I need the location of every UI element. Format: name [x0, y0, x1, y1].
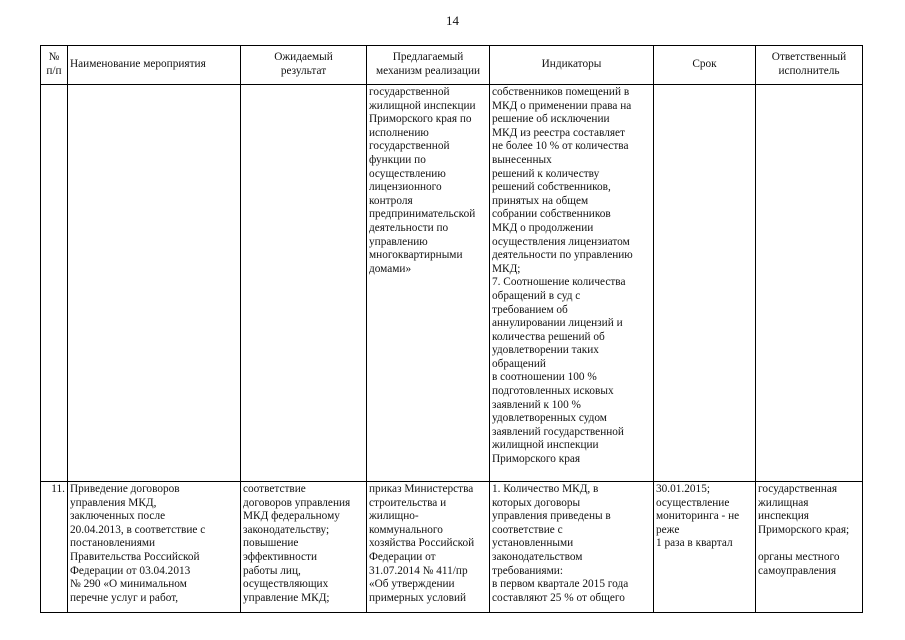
- cell-term: 30.01.2015; осуществление мониторинга - не реже 1 раза в квартал: [654, 482, 756, 613]
- header-responsible: Ответственный исполнитель: [756, 46, 863, 85]
- header-result: Ожидаемый результат: [241, 46, 367, 85]
- cell-num: 11.: [41, 482, 68, 613]
- cell-name: [68, 85, 241, 482]
- cell-mechanism: государственной жилищной инспекции Приморского края по исполнению государственной функции по осуществлению лицензионного контроля предпринимательской деятельности по управлению многоквартирными домами»: [367, 85, 490, 482]
- cell-mechanism: приказ Министерства строительства и жилищно- коммунального хозяйства Российской Федерации от 31.07.2014 № 411/пр «Об утверждении примерных условий: [367, 482, 490, 613]
- header-mechanism: Предлагаемый механизм реализации: [367, 46, 490, 85]
- header-name: Наименование мероприятия: [68, 46, 241, 85]
- cell-responsible: [756, 85, 863, 482]
- cell-indicators: 1. Количество МКД, в которых договоры управления приведены в соответствие с установленными законодательством требованиями: в первом квартале 2015 года составляют 25 % от общего: [490, 482, 654, 613]
- header-indicators: Индикаторы: [490, 46, 654, 85]
- page-number: 14: [446, 13, 459, 28]
- cell-result: соответствие договоров управления МКД федеральному законодательству; повышение эффективности работы лиц, осуществляющих управление МКД;: [241, 482, 367, 613]
- cell-result: [241, 85, 367, 482]
- table-row: [41, 482, 863, 613]
- action-plan-table: [40, 45, 863, 613]
- table-row: [41, 85, 863, 482]
- cell-num: [41, 85, 68, 482]
- cell-indicators: собственников помещений в МКД о применении права на решение об исключении МКД из реестра составляет не более 10 % от количества вынесенных решений к количеству решений собственников, принятых на общем собрании собственников МКД о продолжении осуществления лицензиатом деятельности по управлению МКД; 7. Соотношение количества обращений в суд с требованием об аннулировании лицензий и количества решений об удовлетворении таких обращений в соотношении 100 % подготовленных исковых заявлений к 100 % удовлетворенных судом заявлений государственной жилищной инспекции Приморского края: [490, 85, 654, 482]
- header-num: № п/п: [41, 46, 68, 85]
- cell-name: Приведение договоров управления МКД, заключенных после 20.04.2013, в соответствие с постановлениями Правительства Российской Федерации от 03.04.2013 № 290 «О минимальном перечне услуг и работ,: [68, 482, 241, 613]
- cell-term: [654, 85, 756, 482]
- cell-responsible: государственная жилищная инспекция Приморского края; органы местного самоуправления: [756, 482, 863, 613]
- table-header-row: [41, 46, 863, 85]
- header-term: Срок: [654, 46, 756, 85]
